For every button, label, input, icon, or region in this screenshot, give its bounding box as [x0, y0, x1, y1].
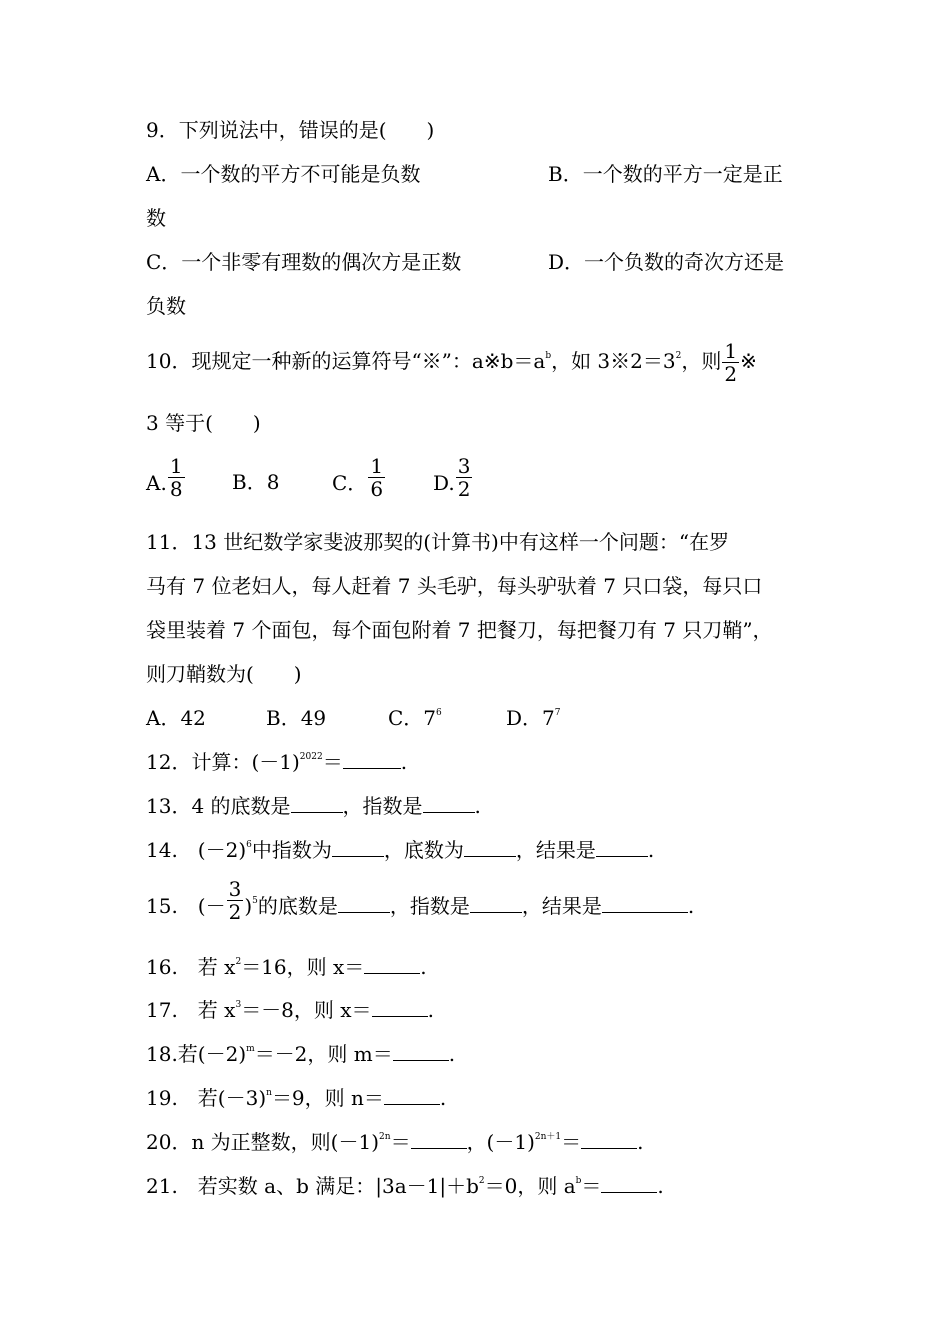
q20-text-first: 20．n 为正整数，则(－1): [146, 1130, 380, 1154]
q10-stem-part1: 10．现规定一种新的运算符号“※”：a※b＝a: [146, 349, 546, 373]
q18-text-then: ＝－2，则 m＝: [254, 1042, 393, 1066]
q12-text: 12．计算：(－1): [146, 750, 300, 774]
q20-equals-first: ＝: [390, 1130, 411, 1154]
q16-exponent: 2: [235, 957, 242, 967]
q13-exponent-blank[interactable]: [423, 794, 475, 813]
q16-text-if: 16. 若 x: [146, 955, 236, 979]
q11-option-c-exponent: 6: [436, 708, 442, 718]
q16-period: .: [420, 955, 427, 979]
q9-option-d-cont-text: 负数: [146, 294, 186, 318]
q10-option-c-label: C．: [332, 471, 368, 495]
q11-line2-text: 马有 7 位老妇人，每人赶着 7 头毛驴，每头驴驮着 7 只口袋，每只口: [146, 574, 763, 598]
q11-line1: [146, 529, 729, 555]
q14-period: .: [647, 838, 655, 862]
q15-exponent: 5: [252, 896, 258, 906]
q14-result-blank[interactable]: [596, 838, 648, 857]
q10-stem-continued: [146, 410, 261, 436]
q17-period: .: [427, 998, 434, 1022]
q20-text-second: ，(－1): [466, 1130, 535, 1154]
q14-text-expr: 14. (－2): [146, 838, 247, 862]
q15-text-close: ): [244, 894, 253, 918]
q15-text-base: 的底数是: [257, 894, 338, 918]
q18-answer-blank[interactable]: [393, 1042, 449, 1061]
q14: [146, 837, 654, 868]
q9-option-c: C．一个非零有理数的偶次方是正数: [146, 250, 462, 274]
q18-exponent: m: [246, 1044, 255, 1054]
q14-text-base: ，底数为: [383, 838, 464, 862]
q13-text-base: 13．4 的底数是: [146, 794, 291, 818]
q10-option-d-label: D.: [433, 471, 455, 495]
q9-option-b-cont-text: 数: [146, 206, 166, 230]
q12-period: .: [400, 750, 408, 774]
q11-option-b: B．49: [266, 706, 327, 730]
q15-base-blank[interactable]: [338, 894, 390, 913]
q15-fraction-denominator: 2: [228, 900, 242, 924]
q9-option-b-continued: [146, 205, 166, 231]
q11-option-c: [388, 705, 442, 736]
q15-fraction: [227, 878, 244, 923]
q21-text-condition: 21. 若实数 a、b 满足：|3a－1|＋b: [146, 1174, 479, 1198]
q21-text-then: ＝0，则 a: [484, 1174, 576, 1198]
q17-text-then: ＝－8，则 x＝: [241, 998, 372, 1022]
q15-fraction-numerator: 3: [228, 877, 242, 901]
q10-stem-part2: ，如 3※2＝3: [551, 349, 676, 373]
q15-text-open: 15. (－: [146, 894, 226, 918]
q15: [146, 877, 695, 924]
q12-equals: ＝: [322, 750, 343, 774]
q13-base-blank[interactable]: [291, 794, 343, 813]
q14-base-blank[interactable]: [464, 838, 516, 857]
q15-result-blank[interactable]: [602, 894, 688, 913]
q17: [146, 997, 434, 1028]
q10-option-d-fraction: [456, 455, 473, 500]
q9-option-a: A．一个数的平方不可能是负数: [146, 162, 421, 186]
q10-option-d-numerator: 3: [457, 454, 471, 478]
q21-answer-blank[interactable]: [601, 1174, 657, 1193]
q11-option-c-base: C．7: [388, 706, 437, 730]
q10-stem-cont-text: 3 等于( ): [146, 411, 261, 435]
q19: [146, 1085, 446, 1116]
q13-text-exponent: ，指数是: [342, 794, 423, 818]
q9-option-d: D．一个负数的奇次方还是: [548, 250, 785, 274]
q9-options-row1: [146, 161, 783, 187]
q9-stem-text: 9．下列说法中，错误的是( ): [146, 118, 435, 142]
q19-answer-blank[interactable]: [384, 1086, 440, 1105]
q10-option-a-fraction: [168, 455, 185, 500]
q21: [146, 1173, 664, 1204]
q21-exponent-ab: b: [575, 1176, 582, 1186]
q9-option-d-continued: [146, 293, 186, 319]
q13: [146, 793, 481, 819]
q10-superscript-b: b: [545, 351, 552, 361]
q9-option-b: B．一个数的平方一定是正: [548, 162, 783, 186]
q10-fraction: [722, 340, 739, 385]
q11-line4-text: 则刀鞘数为( ): [146, 662, 302, 686]
q20-answer-blank-1[interactable]: [411, 1130, 467, 1149]
q11-option-d-exponent: 7: [554, 708, 561, 718]
q19-text-if: 19. 若(－3): [146, 1086, 267, 1110]
q20-exponent-odd: 2n＋1: [534, 1132, 562, 1142]
q11-option-a: A．42: [146, 706, 206, 730]
q10-option-a: [146, 454, 186, 501]
q21-equals: ＝: [581, 1174, 602, 1198]
q15-text-result: ，结果是: [521, 894, 602, 918]
q10-options: [146, 455, 546, 511]
q21-period: .: [657, 1174, 664, 1198]
q11-line2: [146, 573, 762, 599]
q10-superscript-2: 2: [675, 351, 682, 361]
q20-period: .: [637, 1130, 644, 1154]
q10-option-c-denominator: 6: [370, 477, 384, 501]
q15-period: .: [687, 894, 695, 918]
q20: [146, 1129, 644, 1160]
q12-answer-blank[interactable]: [343, 750, 401, 769]
q16-answer-blank[interactable]: [364, 955, 420, 974]
q17-answer-blank[interactable]: [372, 998, 428, 1017]
q13-period: .: [474, 794, 481, 818]
q18-period: .: [448, 1042, 456, 1066]
q10-option-a-label: A.: [146, 471, 167, 495]
q17-exponent: 3: [235, 1000, 242, 1010]
q11-line4: [146, 661, 302, 687]
q11-option-d: [506, 705, 561, 736]
q20-answer-blank-2[interactable]: [581, 1130, 637, 1149]
q18: [146, 1041, 455, 1072]
q15-exponent-blank[interactable]: [470, 894, 522, 913]
q18-text-if: 18.若(－2): [146, 1042, 247, 1066]
q10-option-c-fraction: [368, 455, 385, 500]
q10-option-d-denominator: 2: [457, 477, 471, 501]
q10-option-a-denominator: 8: [169, 477, 183, 501]
q10-fraction-numerator: 1: [724, 339, 738, 363]
q14-text-exponent: 中指数为: [251, 838, 332, 862]
q11-line3-text: 袋里装着 7 个面包，每个面包附着 7 把餐刀，每把餐刀有 7 只刀鞘”，: [146, 618, 773, 642]
q10-option-a-numerator: 1: [169, 454, 183, 478]
q10-fraction-denominator: 2: [724, 362, 738, 386]
q15-text-exponent: ，指数是: [389, 894, 470, 918]
q14-text-result: ，结果是: [515, 838, 596, 862]
q11-option-d-base: D．7: [506, 706, 555, 730]
q19-period: .: [439, 1086, 447, 1110]
q11-line1-text: 11．13 世纪数学家斐波那契的(计算书)中有这样一个问题：“在罗: [146, 530, 730, 554]
q16: [146, 954, 427, 985]
q10-stem-part4: ※: [740, 349, 757, 373]
q12: [146, 749, 407, 780]
q12-exponent: 2022: [299, 752, 323, 762]
q16-text-then: ＝16，则 x＝: [241, 955, 365, 979]
q10-stem-part3: ，则: [681, 349, 722, 373]
q9-stem: [146, 117, 434, 143]
q10-stem: [146, 340, 757, 385]
q19-text-then: ＝9，则 n＝: [271, 1086, 384, 1110]
q14-exponent-blank[interactable]: [332, 838, 384, 857]
q10-option-c-numerator: 1: [370, 454, 384, 478]
q11-options: [146, 705, 646, 731]
q11-line3: [146, 617, 773, 643]
q20-equals-second: ＝: [561, 1130, 582, 1154]
q20-exponent-even: 2n: [379, 1132, 391, 1142]
q9-options-row2: [146, 249, 785, 275]
q14-exponent: 6: [246, 840, 252, 850]
q17-text-if: 17. 若 x: [146, 998, 236, 1022]
q21-exponent-b: 2: [478, 1176, 485, 1186]
q10-option-c: [332, 454, 386, 501]
q10-option-b: B．8: [232, 470, 280, 494]
q19-exponent: n: [266, 1088, 272, 1098]
q10-option-d: [433, 454, 473, 501]
